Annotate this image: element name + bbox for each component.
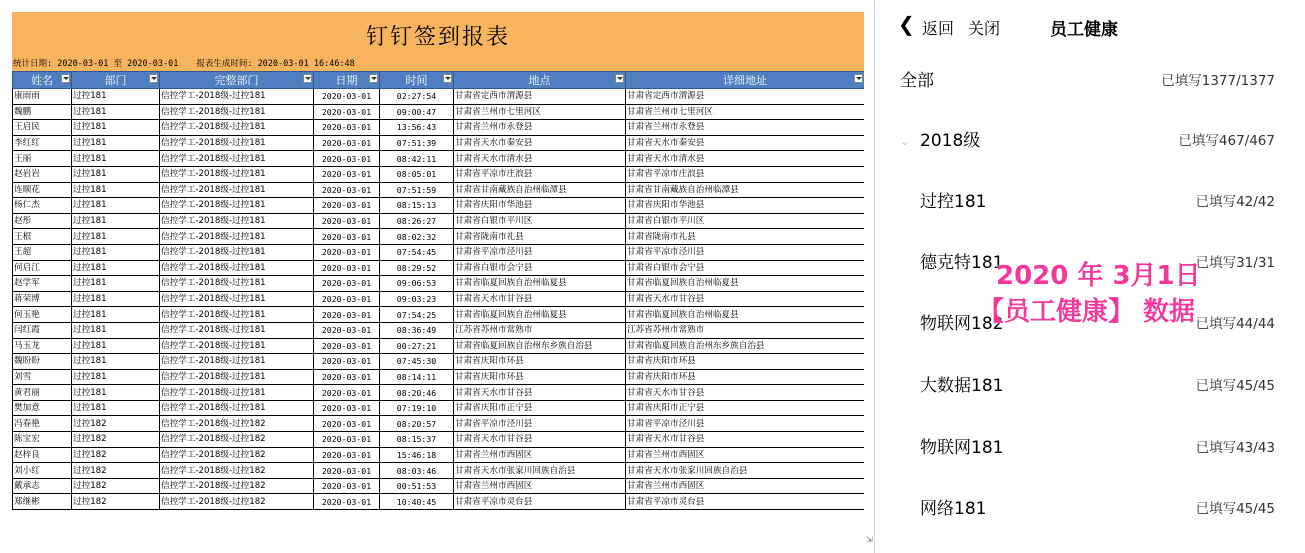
report-meta xyxy=(12,58,864,71)
table-row[interactable] xyxy=(13,463,865,479)
table-cell[interactable]: 甘肃省平凉市灵台县 xyxy=(454,494,626,510)
table-cell[interactable]: 2020-03-01 xyxy=(314,260,380,276)
table-row[interactable] xyxy=(13,198,865,214)
fill-count: 已填写45/45 xyxy=(1195,378,1275,394)
table-cell[interactable]: 甘肃省陇南市礼县 xyxy=(626,229,865,245)
table-cell[interactable]: 赵彤 xyxy=(13,213,72,229)
table-cell[interactable]: 信控学工-2018级-过控181 xyxy=(160,120,314,136)
table-row[interactable] xyxy=(13,400,865,416)
table-cell[interactable]: 甘肃省天水市甘谷县 xyxy=(454,432,626,448)
dropdown-icon[interactable] xyxy=(303,74,312,83)
table-cell[interactable]: 信控学工-2018级-过控181 xyxy=(160,276,314,292)
table-cell[interactable]: 过控181 xyxy=(72,120,160,136)
table-row[interactable] xyxy=(13,244,865,260)
table-cell[interactable]: 07:51:39 xyxy=(380,135,454,151)
table-cell[interactable]: 过控181 xyxy=(72,276,160,292)
table-cell[interactable]: 2020-03-01 xyxy=(314,478,380,494)
table-cell[interactable]: 08:03:46 xyxy=(380,463,454,479)
table-cell[interactable]: 赵学军 xyxy=(13,276,72,292)
table-cell[interactable]: 甘肃省庆阳市环县 xyxy=(454,369,626,385)
table-cell[interactable]: 2020-03-01 xyxy=(314,244,380,260)
table-cell[interactable]: 信控学工-2018级-过控182 xyxy=(160,447,314,463)
generated-time-text: 报表生成时间: 2020-03-01 16:46:48 xyxy=(196,59,355,69)
table-cell[interactable]: 过控181 xyxy=(72,198,160,214)
table-cell[interactable]: 蒋荣博 xyxy=(13,291,72,307)
table-cell[interactable]: 信控学工-2018级-过控181 xyxy=(160,385,314,401)
page-title: 员工健康 xyxy=(1050,20,1118,40)
table-row[interactable] xyxy=(13,151,865,167)
table-cell[interactable]: 何玉艳 xyxy=(13,307,72,323)
column-header-name[interactable]: 姓名 xyxy=(13,72,72,89)
table-cell[interactable]: 甘肃省天水市张家川回族自治县 xyxy=(454,463,626,479)
table-cell[interactable]: 康雨雨 xyxy=(13,89,72,105)
table-cell[interactable]: 甘肃省陇南市礼县 xyxy=(454,229,626,245)
table-cell[interactable]: 甘肃省临夏回族自治州临夏县 xyxy=(626,276,865,292)
table-cell[interactable]: 甘肃省甘南藏族自治州临潭县 xyxy=(626,182,865,198)
table-cell[interactable]: 甘肃省临夏回族自治州临夏县 xyxy=(454,276,626,292)
table-cell[interactable]: 甘肃省定西市渭源县 xyxy=(454,89,626,105)
table-cell[interactable]: 过控181 xyxy=(72,89,160,105)
chevron-left-icon[interactable]: ❮ xyxy=(898,12,915,36)
table-cell[interactable]: 黄君丽 xyxy=(13,385,72,401)
table-cell[interactable]: 甘肃省甘南藏族自治州临潭县 xyxy=(454,182,626,198)
table-cell[interactable]: 08:29:52 xyxy=(380,260,454,276)
table-cell[interactable]: 甘肃省白银市会宁县 xyxy=(626,260,865,276)
table-cell[interactable]: 2020-03-01 xyxy=(314,322,380,338)
table-cell[interactable]: 连顺花 xyxy=(13,182,72,198)
table-cell[interactable]: 2020-03-01 xyxy=(314,276,380,292)
dropdown-icon[interactable] xyxy=(443,74,452,83)
table-cell[interactable]: 甘肃省天水市清水县 xyxy=(626,151,865,167)
table-cell[interactable]: 信控学工-2018级-过控181 xyxy=(160,354,314,370)
dropdown-icon[interactable] xyxy=(61,74,70,83)
table-cell[interactable]: 2020-03-01 xyxy=(314,463,380,479)
table-cell[interactable]: 信控学工-2018级-过控182 xyxy=(160,416,314,432)
table-cell[interactable]: 信控学工-2018级-过控181 xyxy=(160,400,314,416)
table-row[interactable] xyxy=(13,385,865,401)
report-title: 钉钉签到报表 xyxy=(12,12,864,58)
table-row[interactable] xyxy=(13,447,865,463)
table-cell[interactable]: 08:14:11 xyxy=(380,369,454,385)
table-cell[interactable]: 08:05:01 xyxy=(380,166,454,182)
table-cell[interactable]: 2020-03-01 xyxy=(314,166,380,182)
overlay-line-2: 【员工健康】 数据 xyxy=(978,297,1196,327)
table-cell[interactable]: 甘肃省平凉市灵台县 xyxy=(626,494,865,510)
table-cell[interactable]: 甘肃省庆阳市正宁县 xyxy=(626,400,865,416)
table-cell[interactable]: 信控学工-2018级-过控181 xyxy=(160,182,314,198)
table-row[interactable] xyxy=(13,416,865,432)
table-cell[interactable]: 信控学工-2018级-过控181 xyxy=(160,369,314,385)
table-row[interactable] xyxy=(13,229,865,245)
list-item-label: 物联网182 xyxy=(920,314,1004,334)
table-cell[interactable]: 08:15:37 xyxy=(380,432,454,448)
table-cell[interactable]: 甘肃省天水市张家川回族自治县 xyxy=(626,463,865,479)
dropdown-icon[interactable] xyxy=(854,74,863,83)
table-row[interactable] xyxy=(13,166,865,182)
table-cell[interactable]: 甘肃省平凉市泾川县 xyxy=(454,244,626,260)
table-cell[interactable]: 08:36:49 xyxy=(380,322,454,338)
table-cell[interactable]: 过控181 xyxy=(72,135,160,151)
table-cell[interactable]: 过控182 xyxy=(72,416,160,432)
table-cell[interactable]: 08:15:13 xyxy=(380,198,454,214)
table-cell[interactable]: 王丽 xyxy=(13,151,72,167)
fill-count: 已填写467/467 xyxy=(1178,133,1275,149)
table-cell[interactable]: 2020-03-01 xyxy=(314,447,380,463)
checkin-table xyxy=(12,71,864,510)
table-cell[interactable]: 甘肃省兰州市西固区 xyxy=(626,478,865,494)
table-cell[interactable]: 过控181 xyxy=(72,182,160,198)
fill-count: 已填写44/44 xyxy=(1195,316,1275,332)
table-cell[interactable]: 甘肃省兰州市永登县 xyxy=(626,120,865,136)
fill-count: 已填写45/45 xyxy=(1195,501,1275,517)
chevron-down-icon[interactable]: ⌄ xyxy=(900,135,910,148)
table-cell[interactable]: 樊加意 xyxy=(13,400,72,416)
close-button[interactable]: 关闭 xyxy=(968,19,1001,38)
table-cell[interactable]: 2020-03-01 xyxy=(314,432,380,448)
column-header-date[interactable]: 日期 xyxy=(314,72,380,89)
table-cell[interactable]: 信控学工-2018级-过控181 xyxy=(160,338,314,354)
table-cell[interactable]: 过控181 xyxy=(72,291,160,307)
table-cell[interactable]: 信控学工-2018级-过控182 xyxy=(160,478,314,494)
table-row[interactable] xyxy=(13,338,865,354)
table-cell[interactable]: 2020-03-01 xyxy=(314,494,380,510)
table-cell[interactable]: 甘肃省白银市平川区 xyxy=(626,213,865,229)
table-cell[interactable]: 09:06:53 xyxy=(380,276,454,292)
resize-grip-icon[interactable]: ⇲ xyxy=(866,535,873,544)
list-item[interactable] xyxy=(876,111,1286,171)
table-cell[interactable]: 2020-03-01 xyxy=(314,104,380,120)
list-item-label: 全部 xyxy=(900,71,934,91)
table-cell[interactable]: 王启民 xyxy=(13,120,72,136)
table-cell[interactable]: 过控181 xyxy=(72,322,160,338)
table-row[interactable] xyxy=(13,260,865,276)
table-cell[interactable]: 2020-03-01 xyxy=(314,89,380,105)
table-cell[interactable]: 2020-03-01 xyxy=(314,338,380,354)
table-cell[interactable]: 甘肃省天水市甘谷县 xyxy=(626,432,865,448)
table-cell[interactable]: 甘肃省兰州市西固区 xyxy=(454,447,626,463)
table-cell[interactable]: 冯春艳 xyxy=(13,416,72,432)
table-cell[interactable]: 信控学工-2018级-过控181 xyxy=(160,89,314,105)
column-header-dept[interactable]: 部门 xyxy=(72,72,160,89)
table-row[interactable] xyxy=(13,135,865,151)
table-cell[interactable]: 02:27:54 xyxy=(380,89,454,105)
table-cell[interactable]: 甘肃省白银市平川区 xyxy=(454,213,626,229)
nav-bar xyxy=(876,0,1305,50)
table-cell[interactable]: 江苏省苏州市常熟市 xyxy=(626,322,865,338)
dropdown-icon[interactable] xyxy=(369,74,378,83)
table-cell[interactable]: 甘肃省临夏回族自治州临夏县 xyxy=(454,307,626,323)
table-cell[interactable]: 闫红霞 xyxy=(13,322,72,338)
table-cell[interactable]: 信控学工-2018级-过控181 xyxy=(160,198,314,214)
table-cell[interactable]: 08:02:32 xyxy=(380,229,454,245)
table-cell[interactable]: 15:46:18 xyxy=(380,447,454,463)
table-cell[interactable]: 08:26:27 xyxy=(380,213,454,229)
table-cell[interactable]: 信控学工-2018级-过控182 xyxy=(160,463,314,479)
table-cell[interactable]: 2020-03-01 xyxy=(314,135,380,151)
table-cell[interactable]: 杨仁杰 xyxy=(13,198,72,214)
table-cell[interactable]: 魏盼盼 xyxy=(13,354,72,370)
table-cell[interactable]: 过控181 xyxy=(72,166,160,182)
table-cell[interactable]: 过控181 xyxy=(72,213,160,229)
overlay-caption xyxy=(978,258,1201,330)
table-cell[interactable]: 过控182 xyxy=(72,494,160,510)
fill-count: 已填写43/43 xyxy=(1195,440,1275,456)
table-cell[interactable]: 07:45:30 xyxy=(380,354,454,370)
table-cell[interactable]: 甘肃省庆阳市正宁县 xyxy=(454,400,626,416)
table-cell[interactable]: 过控182 xyxy=(72,463,160,479)
table-cell[interactable]: 08:42:11 xyxy=(380,151,454,167)
table-cell[interactable]: 甘肃省庆阳市环县 xyxy=(626,369,865,385)
table-cell[interactable]: 王根 xyxy=(13,229,72,245)
table-cell[interactable]: 2020-03-01 xyxy=(314,198,380,214)
table-cell[interactable]: 过控182 xyxy=(72,432,160,448)
table-cell[interactable]: 甘肃省庆阳市华池县 xyxy=(454,198,626,214)
table-cell[interactable]: 信控学工-2018级-过控181 xyxy=(160,260,314,276)
table-cell[interactable]: 甘肃省庆阳市华池县 xyxy=(626,198,865,214)
table-cell[interactable]: 07:54:45 xyxy=(380,244,454,260)
table-cell[interactable]: 00:27:21 xyxy=(380,338,454,354)
table-cell[interactable]: 信控学工-2018级-过控181 xyxy=(160,291,314,307)
table-cell[interactable]: 2020-03-01 xyxy=(314,385,380,401)
table-cell[interactable]: 07:51:59 xyxy=(380,182,454,198)
table-cell[interactable]: 2020-03-01 xyxy=(314,291,380,307)
table-row[interactable] xyxy=(13,276,865,292)
table-cell[interactable]: 甘肃省白银市会宁县 xyxy=(454,260,626,276)
table-cell[interactable]: 刘雪 xyxy=(13,369,72,385)
table-cell[interactable]: 2020-03-01 xyxy=(314,354,380,370)
table-row[interactable] xyxy=(13,369,865,385)
table-cell[interactable]: 过控182 xyxy=(72,447,160,463)
table-cell[interactable]: 甘肃省平凉市庄浪县 xyxy=(626,166,865,182)
table-cell[interactable]: 13:56:43 xyxy=(380,120,454,136)
table-cell[interactable]: 甘肃省定西市渭源县 xyxy=(626,89,865,105)
table-cell[interactable]: 信控学工-2018级-过控181 xyxy=(160,166,314,182)
fill-count: 已填写1377/1377 xyxy=(1161,73,1275,89)
table-cell[interactable]: 信控学工-2018级-过控181 xyxy=(160,322,314,338)
table-cell[interactable]: 甘肃省庆阳市环县 xyxy=(454,354,626,370)
fill-count: 已填写42/42 xyxy=(1195,194,1275,210)
table-cell[interactable]: 戴承志 xyxy=(13,478,72,494)
table-cell[interactable]: 刘小红 xyxy=(13,463,72,479)
table-cell[interactable]: 过控181 xyxy=(72,244,160,260)
table-cell[interactable]: 过控182 xyxy=(72,478,160,494)
table-cell[interactable]: 甘肃省兰州市西固区 xyxy=(454,478,626,494)
table-row[interactable] xyxy=(13,89,865,105)
table-cell[interactable]: 甘肃省天水市清水县 xyxy=(454,151,626,167)
spreadsheet-panel xyxy=(12,12,864,538)
table-cell[interactable]: 何启江 xyxy=(13,260,72,276)
table-row[interactable] xyxy=(13,307,865,323)
table-cell[interactable]: 王超 xyxy=(13,244,72,260)
table-cell[interactable]: 信控学工-2018级-过控182 xyxy=(160,432,314,448)
table-cell[interactable]: 09:03:23 xyxy=(380,291,454,307)
table-cell[interactable]: 07:19:10 xyxy=(380,400,454,416)
table-cell[interactable]: 过控181 xyxy=(72,354,160,370)
table-cell[interactable]: 10:40:45 xyxy=(380,494,454,510)
table-cell[interactable]: 08:20:57 xyxy=(380,416,454,432)
table-cell[interactable]: 马玉龙 xyxy=(13,338,72,354)
table-cell[interactable]: 甘肃省庆阳市环县 xyxy=(626,354,865,370)
table-cell[interactable]: 甘肃省兰州市七里河区 xyxy=(626,104,865,120)
table-cell[interactable]: 甘肃省平凉市泾川县 xyxy=(454,416,626,432)
column-header-time[interactable]: 时间 xyxy=(380,72,454,89)
table-cell[interactable]: 李红红 xyxy=(13,135,72,151)
table-cell[interactable]: 郑继彬 xyxy=(13,494,72,510)
table-cell[interactable]: 过控181 xyxy=(72,260,160,276)
table-cell[interactable]: 甘肃省天水市秦安县 xyxy=(626,135,865,151)
table-cell[interactable]: 过控181 xyxy=(72,338,160,354)
list-item-label: 2018级 xyxy=(920,131,981,151)
table-cell[interactable]: 信控学工-2018级-过控181 xyxy=(160,229,314,245)
table-cell[interactable]: 2020-03-01 xyxy=(314,400,380,416)
table-cell[interactable]: 过控181 xyxy=(72,385,160,401)
table-cell[interactable]: 信控学工-2018级-过控181 xyxy=(160,135,314,151)
column-header-location[interactable]: 地点 xyxy=(454,72,626,89)
table-row[interactable] xyxy=(13,478,865,494)
table-cell[interactable]: 甘肃省平凉市泾川县 xyxy=(626,244,865,260)
table-cell[interactable]: 2020-03-01 xyxy=(314,416,380,432)
table-cell[interactable]: 过控181 xyxy=(72,307,160,323)
table-cell[interactable]: 赵岩岩 xyxy=(13,166,72,182)
table-cell[interactable]: 过控181 xyxy=(72,151,160,167)
list-item[interactable] xyxy=(876,356,1286,416)
dropdown-icon[interactable] xyxy=(615,74,624,83)
table-cell[interactable]: 信控学工-2018级-过控181 xyxy=(160,151,314,167)
panel-divider xyxy=(874,0,875,553)
table-cell[interactable]: 2020-03-01 xyxy=(314,120,380,136)
table-cell[interactable]: 甘肃省天水市甘谷县 xyxy=(626,385,865,401)
table-cell[interactable]: 魏鹏 xyxy=(13,104,72,120)
table-cell[interactable]: 07:54:25 xyxy=(380,307,454,323)
table-cell[interactable]: 2020-03-01 xyxy=(314,229,380,245)
table-cell[interactable]: 信控学工-2018级-过控181 xyxy=(160,213,314,229)
list-item-label: 物联网181 xyxy=(920,438,1004,458)
table-cell[interactable]: 甘肃省天水市甘谷县 xyxy=(626,291,865,307)
table-cell[interactable]: 甘肃省临夏回族自治州临夏县 xyxy=(626,307,865,323)
table-cell[interactable]: 08:20:46 xyxy=(380,385,454,401)
table-cell[interactable]: 00:51:53 xyxy=(380,478,454,494)
table-row[interactable] xyxy=(13,354,865,370)
table-cell[interactable]: 信控学工-2018级-过控181 xyxy=(160,244,314,260)
column-header-address[interactable]: 详细地址 xyxy=(626,72,865,89)
table-row[interactable] xyxy=(13,432,865,448)
list-item-label: 网络181 xyxy=(920,499,987,519)
table-row[interactable] xyxy=(13,322,865,338)
table-row[interactable] xyxy=(13,104,865,120)
table-cell[interactable]: 过控181 xyxy=(72,400,160,416)
table-cell[interactable]: 2020-03-01 xyxy=(314,307,380,323)
list-item-label: 大数据181 xyxy=(920,376,1004,396)
table-cell[interactable]: 甘肃省兰州市永登县 xyxy=(454,120,626,136)
table-cell[interactable]: 甘肃省平凉市庄浪县 xyxy=(454,166,626,182)
fill-count: 已填写31/31 xyxy=(1195,255,1275,271)
table-cell[interactable]: 甘肃省临夏回族自治州东乡族自治县 xyxy=(626,338,865,354)
list-item[interactable] xyxy=(876,51,1286,111)
column-header-full-dept[interactable]: 完整部门 xyxy=(160,72,314,89)
table-cell[interactable]: 过控181 xyxy=(72,369,160,385)
overlay-line-1: 2020 年 3月1日 xyxy=(996,261,1201,291)
table-cell[interactable]: 甘肃省平凉市泾川县 xyxy=(626,416,865,432)
table-cell[interactable]: 信控学工-2018级-过控181 xyxy=(160,104,314,120)
table-cell[interactable]: 过控181 xyxy=(72,104,160,120)
table-cell[interactable]: 09:00:47 xyxy=(380,104,454,120)
table-cell[interactable]: 2020-03-01 xyxy=(314,369,380,385)
table-cell[interactable]: 信控学工-2018级-过控182 xyxy=(160,494,314,510)
table-row[interactable] xyxy=(13,213,865,229)
table-cell[interactable]: 信控学工-2018级-过控181 xyxy=(160,307,314,323)
table-cell[interactable]: 甘肃省天水市甘谷县 xyxy=(454,385,626,401)
list-item[interactable] xyxy=(876,418,1286,478)
table-cell[interactable]: 甘肃省兰州市七里河区 xyxy=(454,104,626,120)
list-item[interactable] xyxy=(876,479,1286,539)
table-cell[interactable]: 2020-03-01 xyxy=(314,182,380,198)
date-range-text: 统计日期: 2020-03-01 至 2020-03-01 xyxy=(13,59,179,69)
table-cell[interactable]: 赵梓良 xyxy=(13,447,72,463)
list-item-label: 德克特181 xyxy=(920,253,1004,273)
table-cell[interactable]: 甘肃省兰州市西固区 xyxy=(626,447,865,463)
filter-dropdown-icon[interactable] xyxy=(149,74,158,83)
table-cell[interactable]: 2020-03-01 xyxy=(314,151,380,167)
table-row[interactable] xyxy=(13,120,865,136)
table-cell[interactable]: 江苏省苏州市常熟市 xyxy=(454,322,626,338)
table-row[interactable] xyxy=(13,291,865,307)
table-cell[interactable]: 2020-03-01 xyxy=(314,213,380,229)
table-cell[interactable]: 陈宝宏 xyxy=(13,432,72,448)
list-item[interactable] xyxy=(876,172,1286,232)
table-row[interactable] xyxy=(13,494,865,510)
table-cell[interactable]: 过控181 xyxy=(72,229,160,245)
table-cell[interactable]: 甘肃省临夏回族自治州东乡族自治县 xyxy=(454,338,626,354)
table-cell[interactable]: 甘肃省天水市甘谷县 xyxy=(454,291,626,307)
back-button[interactable]: 返回 xyxy=(922,19,955,38)
list-item-label: 过控181 xyxy=(920,192,987,212)
table-row[interactable] xyxy=(13,182,865,198)
table-cell[interactable]: 甘肃省天水市秦安县 xyxy=(454,135,626,151)
